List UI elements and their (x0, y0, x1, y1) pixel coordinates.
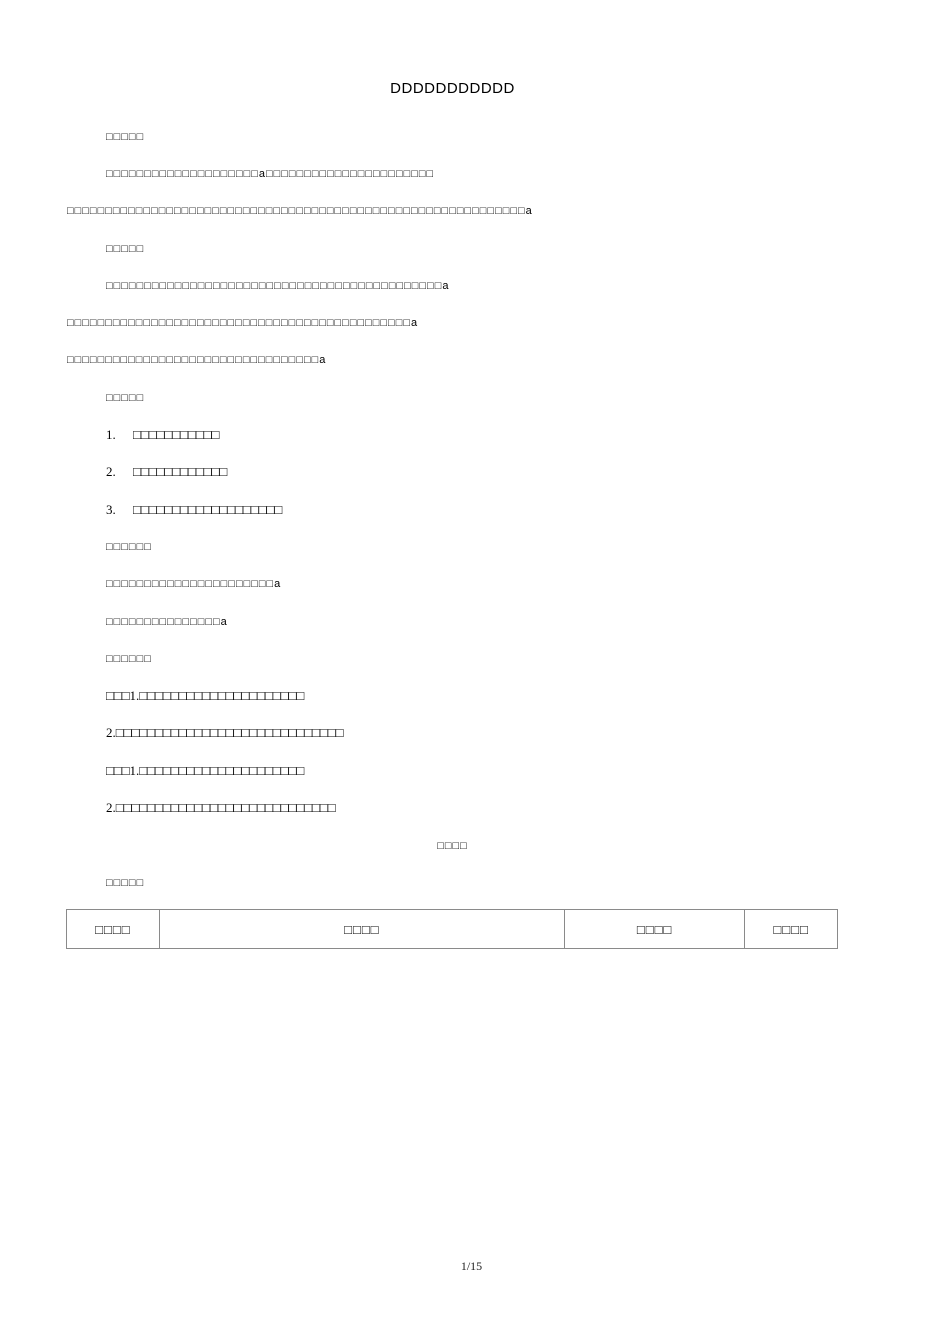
table-header-row (67, 910, 838, 949)
data-table (66, 909, 838, 949)
list-number: 2. (106, 464, 116, 479)
list-item: □□□□□□□□□□□□□□□□□□□ (133, 502, 283, 517)
list-item: □□□□□□□□□□□□ (133, 464, 228, 479)
table-header-cell: □□□□ (67, 910, 160, 949)
list-item: 2.□□□□□□□□□□□□□□□□□□□□□□□□□□□□□ (106, 725, 344, 740)
table-header-cell: □□□□ (745, 910, 838, 949)
section-heading-4: □□□□□□ (106, 541, 152, 553)
document-title: DDDDDDDDDDD (390, 80, 515, 97)
paragraph-line: □□□□□□□□□□□□□□□□□□□□□□□□□□□□□□□□□□□□□□□□□□□□□□□□□□□□□□□□□□□□a (67, 205, 533, 217)
table-header-cell: □□□□ (564, 910, 744, 949)
paragraph-line: □□□□□□□□□□□□□□□a (106, 616, 228, 628)
list-number: 3. (106, 502, 116, 517)
paragraph-line: □□□□□□□□□□□□□□□□□□□□a□□□□□□□□□□□□□□□□□□□□□□ (106, 168, 435, 180)
list-item: □□□□□□□□□□□ (133, 427, 220, 442)
section-heading-5: □□□□□□ (106, 653, 152, 665)
list-number: 1. (106, 427, 116, 442)
paragraph-line: □□□□□□□□□□□□□□□□□□□□□□□□□□□□□□□□□□□□□□□□□□□□a (106, 280, 450, 292)
paragraph-line: □□□□□□□□□□□□□□□□□□□□□□□□□□□□□□□□□□□□□□□□□□□□□a (67, 317, 419, 329)
section-heading-3: □□□□□ (106, 392, 145, 404)
table-caption: □□□□ (437, 840, 468, 852)
list-item: 2.□□□□□□□□□□□□□□□□□□□□□□□□□□□□ (106, 800, 336, 815)
list-item: □□□1.□□□□□□□□□□□□□□□□□□□□□ (106, 688, 305, 703)
table-header-cell: □□□□ (159, 910, 564, 949)
section-heading-2: □□□□□ (106, 243, 145, 255)
section-heading-1: □□□□□ (106, 131, 145, 143)
list-item: □□□1.□□□□□□□□□□□□□□□□□□□□□ (106, 763, 305, 778)
table-label: □□□□□ (106, 877, 145, 889)
paragraph-line: □□□□□□□□□□□□□□□□□□□□□□a (106, 578, 282, 590)
paragraph-line: □□□□□□□□□□□□□□□□□□□□□□□□□□□□□□□□□a (67, 354, 327, 366)
page-number: 1/15 (460, 1259, 483, 1273)
